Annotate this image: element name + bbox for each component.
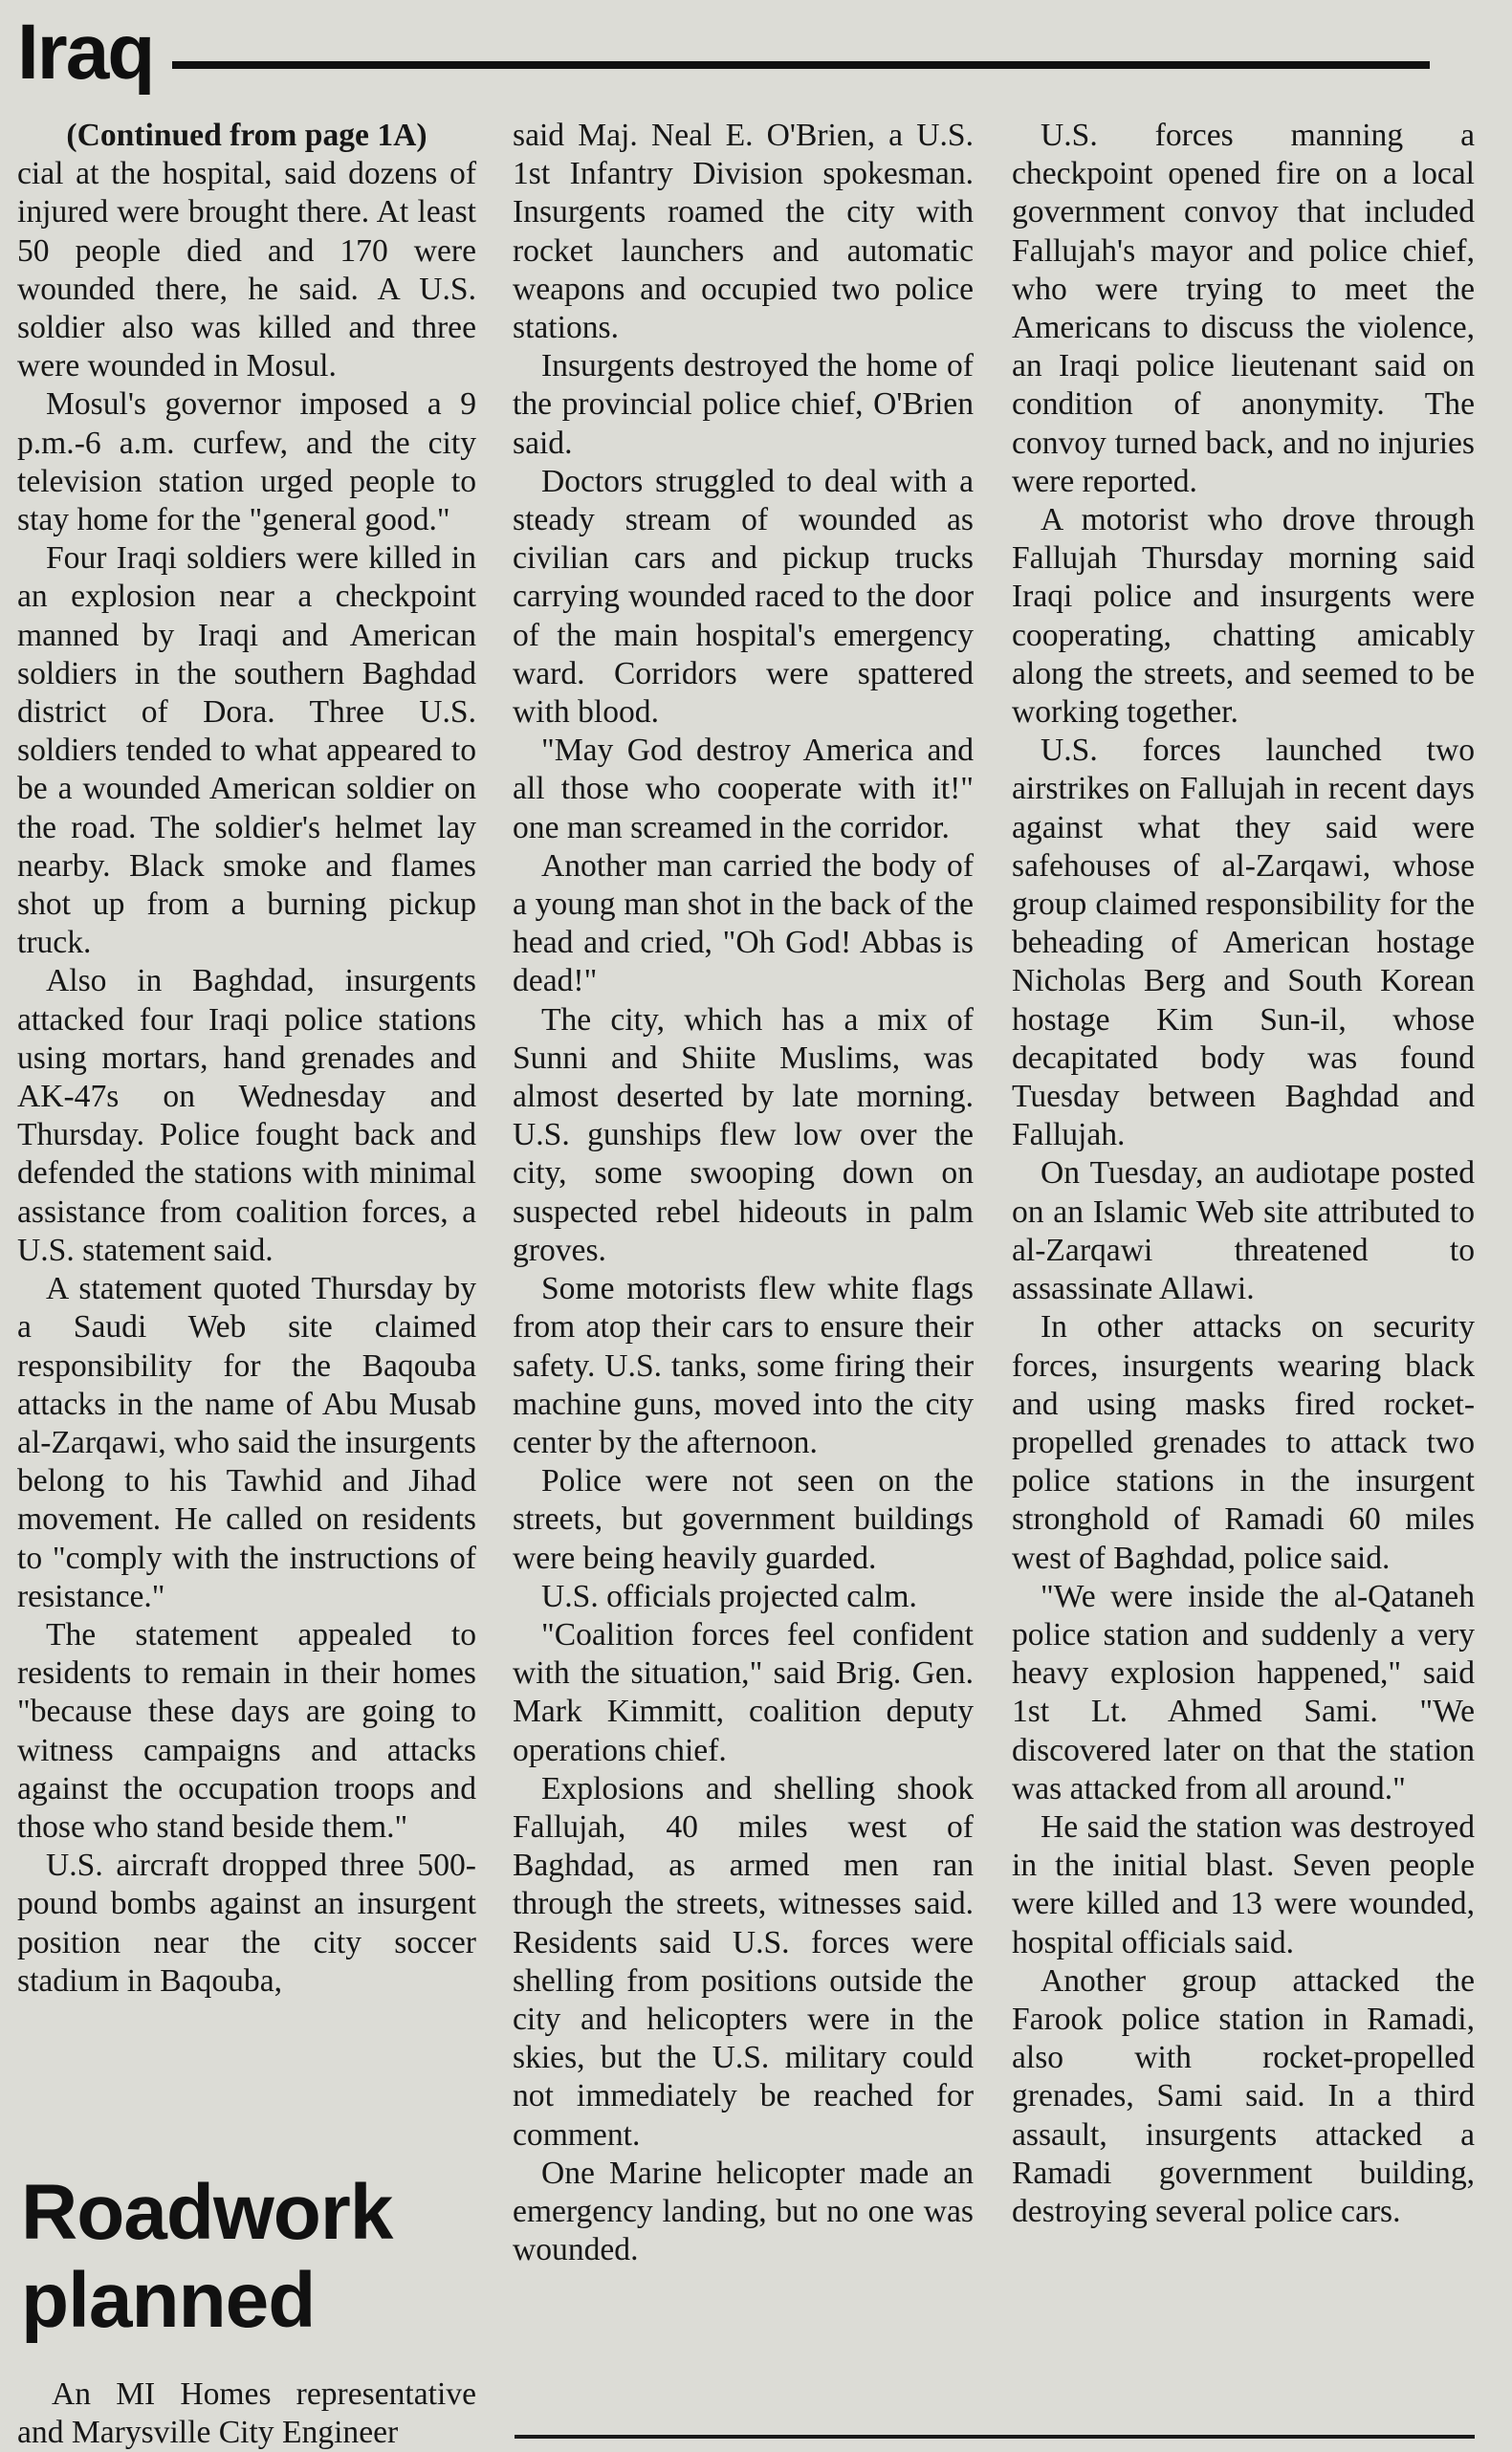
paragraph: Another man carried the body of a young man shot in the back of the head and cried, "Oh God! Abbas is dead!" bbox=[513, 847, 974, 999]
paragraph: Insurgents destroyed the home of the provincial police chief, O'Brien said. bbox=[513, 348, 974, 461]
paragraph: Also in Baghdad, insurgents attacked four Iraqi police stations using mortars, hand grenades and AK-47s on Wednesday and Thursday. Police fought back and defended the stations with minimal assistance from coalition forces, a U.S. statement said. bbox=[17, 963, 476, 1268]
paragraph: "May God destroy America and all those who cooperate with it!" one man screamed in the corridor. bbox=[513, 733, 974, 845]
paragraph: Some motorists flew white flags from atop their cars to ensure their safety. U.S. tanks, some firing their machine guns, moved into the city center by the afternoon. bbox=[513, 1271, 974, 1460]
paragraph: Four Iraqi soldiers were killed in an explosion near a checkpoint manned by Iraqi and American soldiers in the southern Baghdad district of Dora. Three U.S. soldiers tended to what appeared to be a wounded American soldier on the road. The soldier's helmet lay nearby. Black smoke and flames shot up from a burning pickup truck. bbox=[17, 540, 476, 961]
article-column-1 bbox=[17, 117, 476, 2001]
paragraph: "Coalition forces feel confident with the situation," said Brig. Gen. Mark Kimmitt, coalition deputy operations chief. bbox=[513, 1616, 974, 1768]
paragraph: The city, which has a mix of Sunni and Shiite Muslims, was almost deserted by late morning. U.S. gunships flew low over the city, some swooping down on suspected rebel hideouts in palm groves. bbox=[513, 1001, 974, 1268]
article-column-3 bbox=[1012, 117, 1475, 2231]
bottom-rule bbox=[515, 2435, 1475, 2439]
paragraph: Another group attacked the Farook police station in Ramadi, also with rocket-propelled grenades, Sami said. In a third assault, insurgents attacked a Ramadi government building, destroying several police cars. bbox=[1012, 1962, 1475, 2229]
article-column-2 bbox=[513, 117, 974, 2269]
paragraph: Explosions and shelling shook Fallujah, 40 miles west of Baghdad, as armed men ran through the streets, witnesses said. Residents said U.S. forces were shelling from positions outside the city and helicopters were in the skies, but the U.S. military could not immediately be reached for comment. bbox=[513, 1770, 974, 2153]
paragraph: U.S. officials projected calm. bbox=[541, 1578, 917, 1614]
paragraph: In other attacks on security forces, insurgents wearing black and using masks fired rocket-propelled grenades to attack two police stations in the insurgent stronghold of Ramadi 60 miles west of Baghdad, police said. bbox=[1012, 1309, 1475, 1576]
paragraph: Mosul's governor imposed a 9 p.m.-6 a.m. curfew, and the city television station urged people to stay home for the "general good." bbox=[17, 386, 476, 538]
paragraph: An MI Homes representative and Marysville City Engineer bbox=[17, 2376, 476, 2451]
paragraph: The statement appealed to residents to remain in their homes "because these days are going to witness campaigns and attacks against the occupation troops and those who stand beside them." bbox=[17, 1616, 476, 1845]
paragraph: He said the station was destroyed in the initial blast. Seven people were killed and 13 were wounded, hospital officials said. bbox=[1012, 1808, 1475, 1960]
paragraph: U.S. forces manning a checkpoint opened fire on a local government convoy that included Fallujah's mayor and police chief, who were trying to meet the Americans to discuss the violence, an Iraqi police lieutenant said on condition of anonymity. The convoy turned back, and no injuries were reported. bbox=[1012, 118, 1475, 499]
paragraph: U.S. aircraft dropped three 500-pound bombs against an insurgent position near the city soccer stadium in Baqouba, bbox=[17, 1848, 476, 1999]
paragraph: One Marine helicopter made an emergency landing, but no one was wounded. bbox=[513, 2155, 974, 2268]
continued-note: (Continued from page 1A) bbox=[66, 118, 427, 153]
paragraph: A statement quoted Thursday by a Saudi Web site claimed responsibility for the Baqouba attacks in the name of Abu Musab al-Zarqawi, who said the insurgents belong to his Tawhid and Jihad movement. He called on residents to "comply with the instructions of resistance." bbox=[17, 1271, 476, 1614]
sidebar-headline: Roadwork planned bbox=[21, 2169, 393, 2344]
paragraph: said Maj. Neal E. O'Brien, a U.S. 1st Infantry Division spokesman. Insurgents roamed the city with rocket launchers and automatic weapons and occupied two police stations. bbox=[513, 118, 974, 346]
paragraph: "We were inside the al-Qataneh police station and suddenly a very heavy explosion happened," said 1st Lt. Ahmed Sami. "We discovered later on that the station was attacked from all around." bbox=[1012, 1578, 1475, 1806]
paragraph: On Tuesday, an audiotape posted on an Islamic Web site attributed to al-Zarqawi threatened to assassinate Allawi. bbox=[1012, 1155, 1475, 1307]
paragraph: U.S. forces launched two airstrikes on Fallujah in recent days against what they said were safehouses of al-Zarqawi, whose group claimed responsibility for the beheading of American hostage Nicholas Berg and South Korean hostage Kim Sun-il, whose decapitated body was found Tuesday between Baghdad and Fallujah. bbox=[1012, 733, 1475, 1153]
paragraph: Doctors struggled to deal with a steady stream of wounded as civilian cars and pickup trucks carrying wounded raced to the door of the main hospital's emergency ward. Corridors were spattered with blood. bbox=[513, 463, 974, 731]
headline-rule bbox=[172, 61, 1430, 69]
paragraph: Police were not seen on the streets, but government buildings were being heavily guarded. bbox=[513, 1463, 974, 1576]
paragraph: cial at the hospital, said dozens of injured were brought there. At least 50 people died and 170 were wounded there, he said. A U.S. soldier also was killed and three were wounded in Mosul. bbox=[17, 156, 476, 384]
sidebar-body bbox=[17, 2375, 476, 2452]
article-headline: Iraq bbox=[17, 9, 154, 96]
paragraph: A motorist who drove through Fallujah Thursday morning said Iraqi police and insurgents were cooperating, chatting amicably along the streets, and seemed to be working together. bbox=[1012, 502, 1475, 731]
